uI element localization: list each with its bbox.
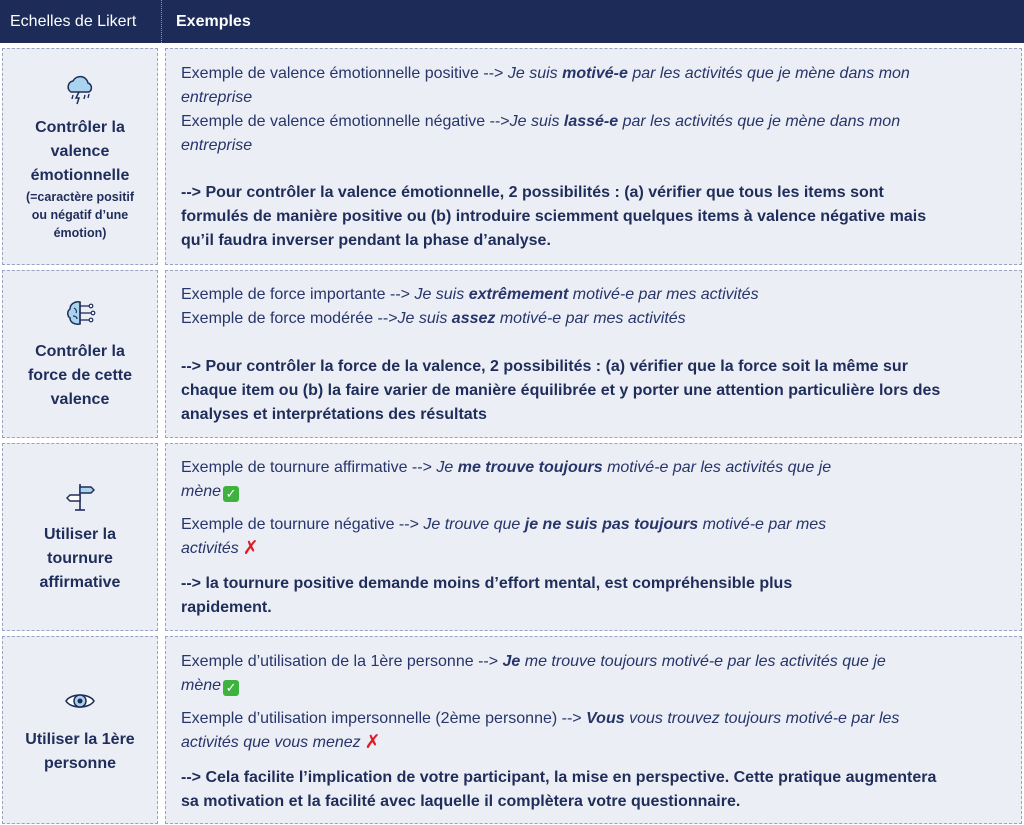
example-positive: Exemple de valence émotionnelle positive --> Je suis motivé-e par les activités que je mène dans mon	[181, 65, 910, 82]
row-title-line: Utiliser la	[43, 526, 117, 543]
example-strong: Exemple de force importante --> Je suis extrêmement motivé-e par mes activités	[181, 286, 759, 303]
conclusion: --> la tournure positive demande moins d’effort mental, est compréhensible plus rapidement.	[181, 575, 793, 616]
row-subtitle-line: émotion)	[53, 225, 107, 240]
row-title-line: Utiliser la 1ère	[25, 731, 135, 748]
header-divider	[161, 0, 162, 43]
table-row	[0, 443, 1024, 631]
conclusion: --> Cela facilite l’implication de votre participant, la mise en perspective. Cette pratique augmentera sa motivation et la facilité avec laquelle il complètera votre questionnaire.	[181, 769, 937, 810]
example-moderate: Exemple de force modérée -->Je suis assez motivé-e par mes activités	[181, 310, 686, 327]
row-examples-cell	[165, 443, 1022, 631]
example-positive-continued: entreprise	[181, 89, 253, 106]
table-row	[0, 270, 1024, 438]
row-title-line: Contrôler la	[35, 118, 125, 136]
row-title-line: affirmative	[39, 574, 121, 591]
row-examples-cell	[165, 270, 1022, 438]
example-negative-continued: entreprise	[181, 137, 253, 154]
example-affirmative: Exemple de tournure affirmative --> Je me trouve toujours motivé-e par les activités que je	[181, 459, 832, 476]
signpost-icon	[63, 479, 97, 513]
check-mark-icon: ✓	[223, 680, 239, 696]
row-label-cell	[2, 270, 158, 438]
row-subtitle-line: ou négatif d’une	[31, 207, 129, 222]
storm-cloud-icon	[63, 72, 97, 106]
row-label-cell	[2, 48, 158, 265]
row-title-line: force de cette	[27, 367, 133, 384]
example-negative-turn-continued: activités ✗	[181, 538, 259, 559]
eye-icon	[63, 684, 97, 718]
row-title-line: tournure	[47, 550, 113, 567]
brain-icon	[63, 296, 97, 330]
cross-mark-icon: ✗	[364, 732, 381, 753]
table-header	[0, 0, 1024, 43]
conclusion: --> Pour contrôler la force de la valence, 2 possibilités : (a) vérifier que la force soit la même sur chaque item ou (b) la faire varier de manière équilibrée et y porter une attention particulière lors des analyses et interprétations des résultats	[181, 358, 941, 423]
header-likert-scales: Echelles de Likert	[10, 13, 137, 30]
cross-mark-icon: ✗	[242, 538, 259, 559]
row-title-line: Contrôler la	[35, 343, 125, 360]
example-impersonal-continued: activités que vous menez ✗	[181, 732, 381, 753]
example-impersonal: Exemple d’utilisation impersonnelle (2ème personne) --> Vous vous trouvez toujours motivé-e par les	[181, 710, 900, 727]
header-examples: Exemples	[176, 13, 251, 30]
row-subtitle-line: (=caractère positif	[25, 189, 135, 204]
row-title-line: émotionnelle	[30, 166, 130, 184]
row-title-line: personne	[43, 755, 116, 772]
row-examples-cell	[165, 636, 1022, 824]
example-negative-turn: Exemple de tournure négative --> Je trouve que je ne suis pas toujours motivé-e par mes	[181, 516, 827, 533]
example-first-person-continued: mène ✓	[181, 674, 239, 698]
table-row	[0, 48, 1024, 265]
row-label-cell	[2, 636, 158, 824]
row-examples-cell	[165, 48, 1022, 265]
example-affirmative-continued: mène ✓	[181, 480, 239, 504]
check-mark-icon: ✓	[223, 486, 239, 502]
conclusion: --> Pour contrôler la valence émotionnelle, 2 possibilités : (a) vérifier que tous les items sont formulés de manière positive ou (b) introduire sciemment quelques items à valence négative mais qu’il faudra inverser pendant la phase d’analyse.	[181, 184, 927, 249]
example-negative: Exemple de valence émotionnelle négative -->Je suis lassé-e par les activités que je mène dans mon	[181, 113, 901, 130]
row-title-line: valence	[50, 391, 110, 408]
table-row	[0, 636, 1024, 824]
row-label-cell	[2, 443, 158, 631]
row-title-line: valence	[50, 142, 110, 160]
example-first-person: Exemple d’utilisation de la 1ère personne --> Je me trouve toujours motivé-e par les activités que je	[181, 653, 886, 670]
